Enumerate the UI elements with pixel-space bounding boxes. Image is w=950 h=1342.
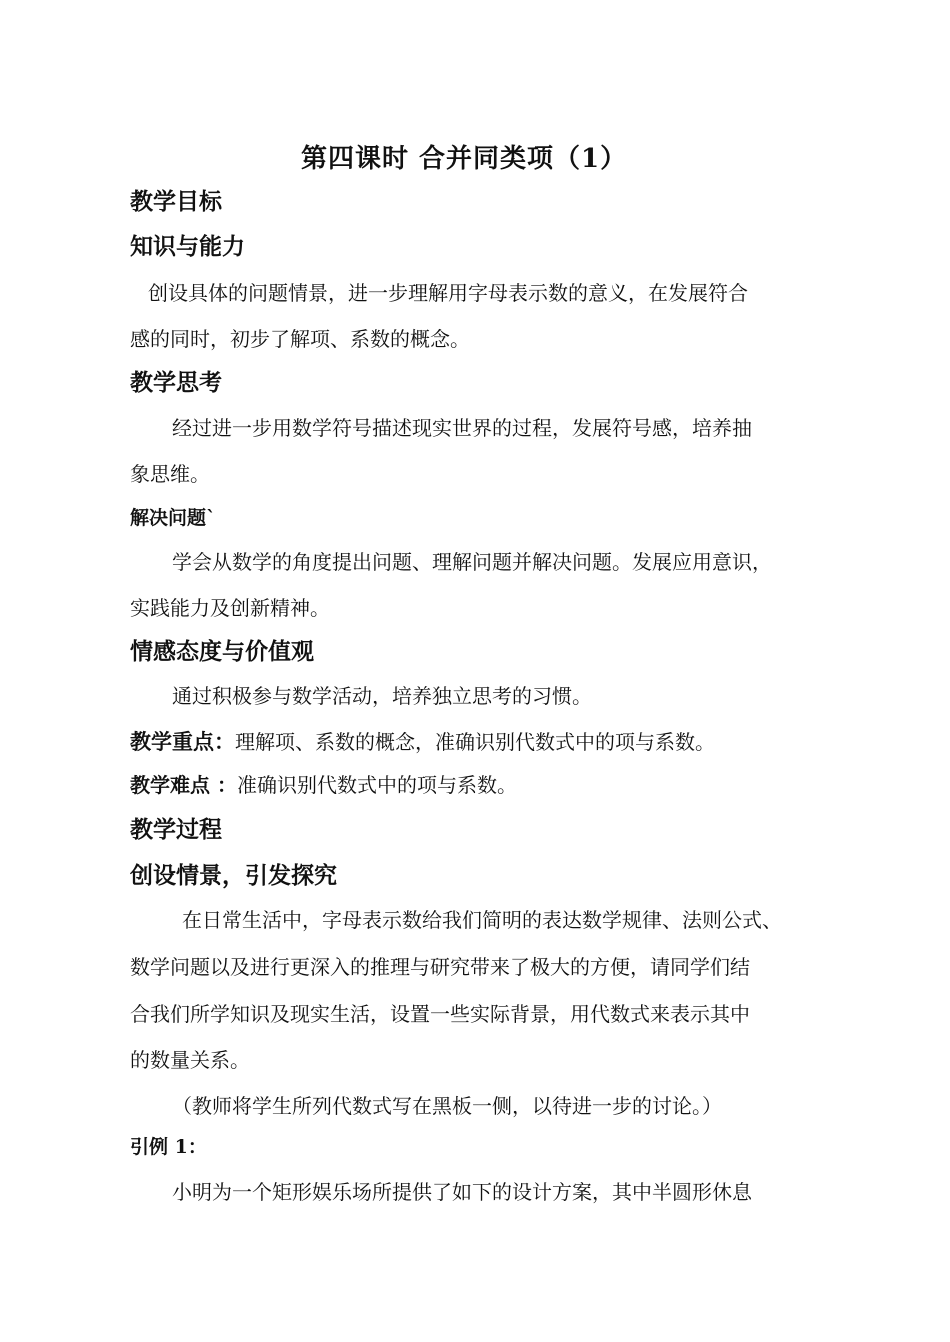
paragraph-scenario-line-3: 合我们所学知识及现实生活，设置一些实际背景，用代数式来表示其中 xyxy=(130,1002,750,1026)
paragraph-scenario-line-2: 数学问题以及进行更深入的推理与研究带来了极大的方便，请同学们结 xyxy=(130,955,750,979)
paragraph-knowledge-line-2: 感的同时，初步了解项、系数的概念。 xyxy=(130,327,470,351)
paragraph-problem-line-2: 实践能力及创新精神。 xyxy=(130,596,330,620)
paragraph-thinking-line-2: 象思维。 xyxy=(130,462,210,486)
key-points-label: 教学重点： xyxy=(130,729,235,754)
paragraph-emotion-line-1: 通过积极参与数学活动，培养独立思考的习惯。 xyxy=(172,684,592,708)
teacher-note: （教师将学生所列代数式写在黑板一侧，以待进一步的讨论。） xyxy=(172,1094,722,1118)
key-points-line xyxy=(130,731,715,752)
paragraph-example-line-1: 小明为一个矩形娱乐场所提供了如下的设计方案，其中半圆形休息 xyxy=(172,1180,752,1204)
heading-example-1: 引例 1： xyxy=(130,1136,207,1158)
paragraph-scenario-line-4: 的数量关系。 xyxy=(130,1048,250,1072)
paragraph-thinking-line-1: 经过进一步用数学符号描述现实世界的过程，发展符号感，培养抽 xyxy=(172,416,752,440)
difficult-points-line xyxy=(130,775,517,795)
heading-problem-solving: 解决问题` xyxy=(130,507,216,529)
difficult-points-text: 准确识别代数式中的项与系数。 xyxy=(236,773,517,797)
paragraph-scenario-line-1: 在日常生活中，字母表示数给我们简明的表达数学规律、法则公式、 xyxy=(182,908,782,932)
heading-emotion: 情感态度与价值观 xyxy=(130,638,314,665)
heading-knowledge: 知识与能力 xyxy=(130,233,245,260)
heading-scenario: 创设情景，引发探究 xyxy=(130,862,337,889)
paragraph-problem-line-1: 学会从数学的角度提出问题、理解问题并解决问题。发展应用意识， xyxy=(172,550,772,574)
lesson-title: 第四课时 合并同类项（1） xyxy=(301,144,628,174)
heading-objectives: 教学目标 xyxy=(130,188,222,215)
heading-process: 教学过程 xyxy=(130,816,222,843)
difficult-points-label: 教学难点 ： xyxy=(130,773,237,797)
heading-thinking: 教学思考 xyxy=(130,369,222,396)
key-points-text: 理解项、系数的概念，准确识别代数式中的项与系数。 xyxy=(235,730,715,754)
paragraph-knowledge-line-1: 创设具体的问题情景，进一步理解用字母表示数的意义，在发展符合 xyxy=(148,281,748,305)
